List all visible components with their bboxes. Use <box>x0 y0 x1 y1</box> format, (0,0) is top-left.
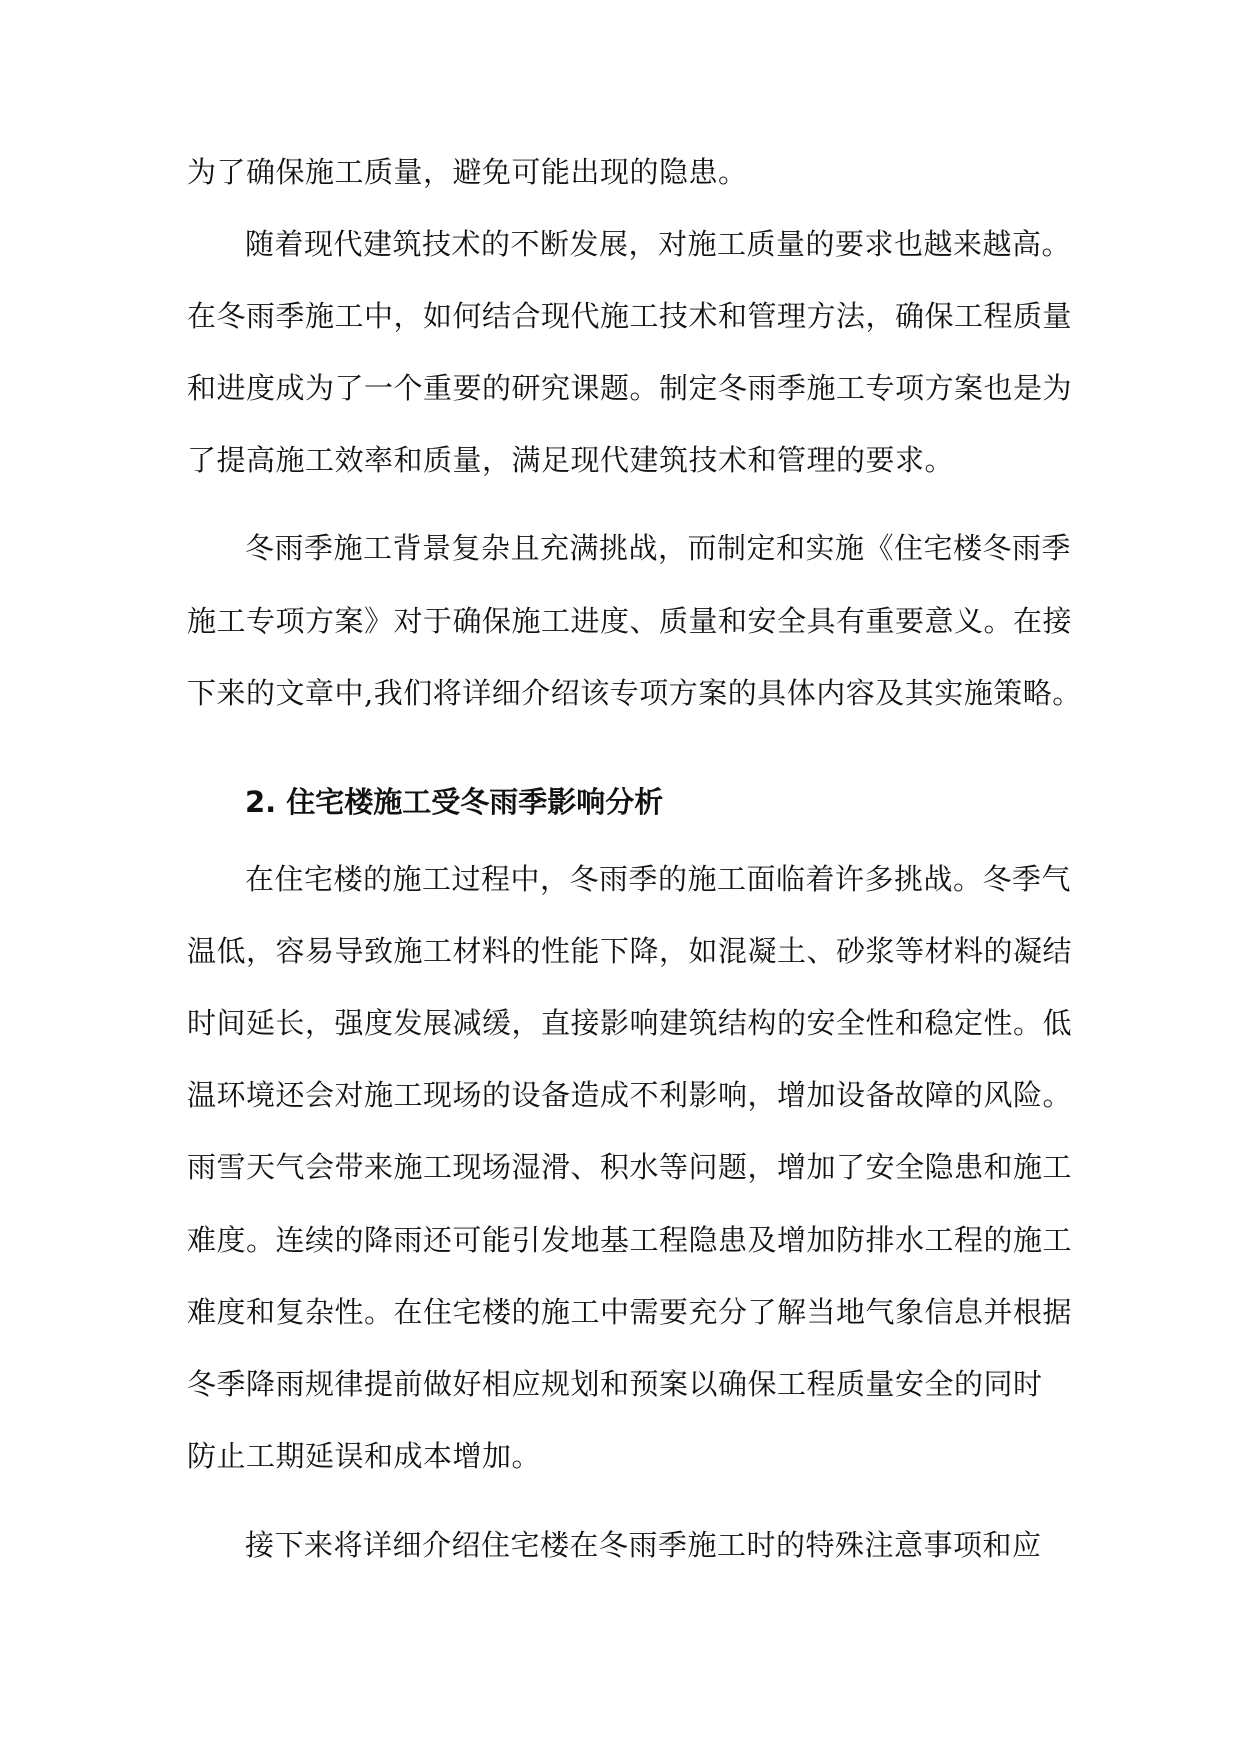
paragraph-line: 施工专项方案》对于确保施工进度、质量和安全具有重要意义。在接 <box>187 604 1073 638</box>
paragraph-line: 冬雨季施工背景复杂且充满挑战，而制定和实施《住宅楼冬雨季 <box>245 531 1072 565</box>
paragraph-line: 为了确保施工质量，避免可能出现的隐患。 <box>187 155 748 189</box>
paragraph-line: 随着现代建筑技术的不断发展，对施工质量的要求也越来越高。 <box>245 227 1072 261</box>
section-heading: 2. 住宅楼施工受冬雨季影响分析 <box>245 785 664 819</box>
paragraph-line: 了提高施工效率和质量，满足现代建筑技术和管理的要求。 <box>187 443 955 477</box>
paragraph-line: 接下来将详细介绍住宅楼在冬雨季施工时的特殊注意事项和应 <box>245 1528 1042 1562</box>
paragraph-line: 温环境还会对施工现场的设备造成不利影响，增加设备故障的风险。 <box>187 1078 1073 1112</box>
paragraph-line: 下来的文章中,我们将详细介绍该专项方案的具体内容及其实施策略。 <box>187 676 1082 710</box>
paragraph-line: 时间延长，强度发展减缓，直接影响建筑结构的安全性和稳定性。低 <box>187 1006 1073 1040</box>
paragraph-line: 防止工期延误和成本增加。 <box>187 1439 542 1473</box>
paragraph-line: 温低，容易导致施工材料的性能下降，如混凝土、砂浆等材料的凝结 <box>187 934 1073 968</box>
paragraph-line: 冬季降雨规律提前做好相应规划和预案以确保工程质量安全的同时 <box>187 1367 1043 1401</box>
paragraph-line: 雨雪天气会带来施工现场湿滑、积水等问题，增加了安全隐患和施工 <box>187 1150 1073 1184</box>
paragraph-line: 在冬雨季施工中，如何结合现代施工技术和管理方法，确保工程质量 <box>187 299 1073 333</box>
paragraph-line: 难度和复杂性。在住宅楼的施工中需要充分了解当地气象信息并根据 <box>187 1295 1073 1329</box>
paragraph-line: 和进度成为了一个重要的研究课题。制定冬雨季施工专项方案也是为 <box>187 371 1073 405</box>
paragraph-line: 难度。连续的降雨还可能引发地基工程隐患及增加防排水工程的施工 <box>187 1223 1073 1257</box>
paragraph-line: 在住宅楼的施工过程中，冬雨季的施工面临着许多挑战。冬季气 <box>245 862 1072 896</box>
